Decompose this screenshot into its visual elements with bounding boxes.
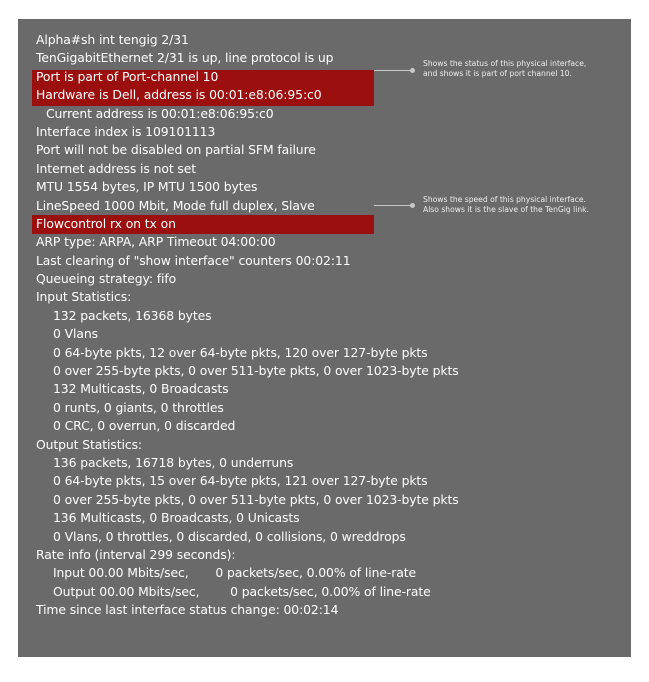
status-callout-dot xyxy=(410,68,415,73)
input-stat-line: 0 Vlans xyxy=(53,326,98,342)
flowcontrol-line: Flowcontrol rx on tx on xyxy=(36,215,176,231)
interface-index-line: Interface index is 109101113 xyxy=(36,123,216,139)
status-change-line: Time since last interface status change: 00:02:14 xyxy=(36,602,339,618)
status-callout-line xyxy=(374,70,412,71)
output-stat-line: 136 packets, 16718 bytes, 0 underruns xyxy=(53,454,294,470)
arp-line: ARP type: ARPA, ARP Timeout 04:00:00 xyxy=(36,234,276,250)
hardware-line: Hardware is Dell, address is 00:01:e8:06:95:c0 xyxy=(36,87,322,103)
port-channel-line: Port is part of Port-channel 10 xyxy=(36,68,219,84)
input-stat-line: 0 CRC, 0 overrun, 0 discarded xyxy=(53,418,236,434)
last-clearing-line: Last clearing of "show interface" counters 00:02:11 xyxy=(36,252,351,268)
output-stat-line: 0 Vlans, 0 throttles, 0 discarded, 0 collisions, 0 wreddrops xyxy=(53,528,406,544)
rate-info-heading: Rate info (interval 299 seconds): xyxy=(36,546,236,562)
linespeed-line: LineSpeed 1000 Mbit, Mode full duplex, Slave xyxy=(36,197,315,213)
speed-callout-dot xyxy=(410,203,415,208)
output-stat-line: 136 Multicasts, 0 Broadcasts, 0 Unicasts xyxy=(53,510,300,526)
input-statistics-heading: Input Statistics: xyxy=(36,289,132,305)
input-stat-line: 0 64-byte pkts, 12 over 64-byte pkts, 120 over 127-byte pkts xyxy=(53,344,428,360)
speed-annotation: Shows the speed of this physical interface. Also shows it is the slave of the TenGig link. xyxy=(423,195,589,214)
terminal-output xyxy=(36,31,459,620)
terminal-panel xyxy=(18,19,631,657)
input-stat-line: 132 Multicasts, 0 Broadcasts xyxy=(53,381,229,397)
input-stat-line: 132 packets, 16368 bytes xyxy=(53,307,212,323)
output-stat-line: 0 64-byte pkts, 15 over 64-byte pkts, 121 over 127-byte pkts xyxy=(53,473,428,489)
status-annotation: Shows the status of this physical interface, and shows it is part of port channel 10. xyxy=(423,59,587,78)
command-prompt-line: Alpha#sh int tengig 2/31 xyxy=(36,32,189,47)
output-rate-line: Output 00.00 Mbits/sec, 0 packets/sec, 0.00% of line-rate xyxy=(53,583,431,599)
interface-status-line: TenGigabitEthernet 2/31 is up, line protocol is up xyxy=(36,50,334,66)
input-stat-line: 0 runts, 0 giants, 0 throttles xyxy=(53,399,224,415)
output-stat-line: 0 over 255-byte pkts, 0 over 511-byte pkts, 0 over 1023-byte pkts xyxy=(53,491,459,507)
current-address-line: Current address is 00:01:e8:06:95:c0 xyxy=(46,105,274,121)
input-stat-line: 0 over 255-byte pkts, 0 over 511-byte pkts, 0 over 1023-byte pkts xyxy=(53,363,459,379)
queueing-line: Queueing strategy: fifo xyxy=(36,271,177,287)
sfm-failure-line: Port will not be disabled on partial SFM failure xyxy=(36,142,316,158)
mtu-line: MTU 1554 bytes, IP MTU 1500 bytes xyxy=(36,179,258,195)
internet-address-line: Internet address is not set xyxy=(36,160,197,176)
speed-callout-line xyxy=(374,205,412,206)
output-statistics-heading: Output Statistics: xyxy=(36,436,142,452)
input-rate-line: Input 00.00 Mbits/sec, 0 packets/sec, 0.00% of line-rate xyxy=(53,565,417,581)
